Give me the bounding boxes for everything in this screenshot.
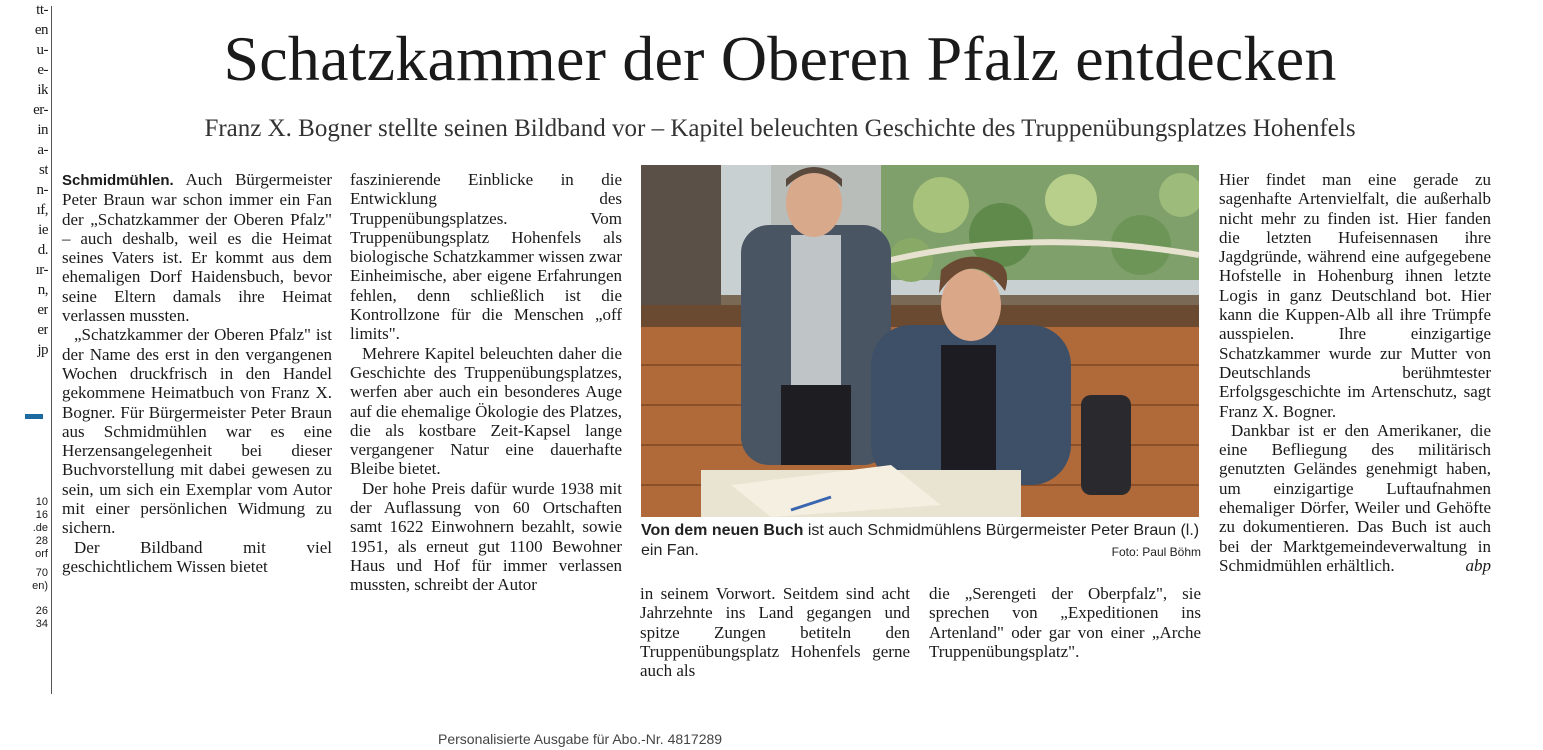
- paragraph: Der Bildband mit viel geschichtlichem Wissen bietet: [62, 537, 332, 576]
- article-column-4: [929, 584, 1201, 661]
- fragment-line: ıf,: [36, 202, 48, 218]
- fragment-number: en): [32, 580, 48, 592]
- fragment-line: ie: [38, 222, 48, 238]
- paragraph: Dankbar ist er den Amerikaner, die eine Befliegung des militärisch genutzten Geländes genehmigt haben, um einzigartige Luftaufnahmen ehemaliger Dörfer, Weiler und Gehöfte zu dokumentieren. Das Buch ist auch bei der Marktgemeindeverwaltung in Schmidmühlen erhältlich. abp: [1219, 420, 1491, 575]
- fragment-number: 28: [35, 535, 48, 547]
- fragment-line: jp: [37, 342, 48, 358]
- fragment-number: 70: [35, 567, 48, 579]
- fragment-line: ır-: [35, 262, 48, 278]
- fragment-number: 34: [35, 618, 48, 630]
- fragment-number: 10: [35, 496, 48, 508]
- dateline: Schmidmühlen.: [62, 172, 174, 189]
- article-column-5: [1219, 170, 1491, 575]
- fragment-line: st: [38, 162, 48, 178]
- caption-lead: Von dem neuen Buch: [641, 522, 804, 539]
- fragment-line: er: [37, 302, 48, 318]
- column-divider: [51, 6, 52, 694]
- paragraph: Schmidmühlen. Auch Bürgermeister Peter Braun war schon immer ein Fan der „Schatzkammer der Oberen Pfalz" – auch deshalb, weil es die Heimat seines Vaters ist. Er kommt aus dem ehemaligen Dorf Haidensbuch, bevor seine Eltern damals ihre Heimat verlassen mussten.: [62, 170, 333, 326]
- author-signature: abp: [1465, 555, 1491, 575]
- fragment-number: orf: [35, 548, 48, 560]
- fragment-line: en: [34, 22, 48, 38]
- subheadline: Franz X. Bogner stellte seinen Bildband vor – Kapitel beleuchten Geschichte des Truppenübungsplatzes Hohenfels: [204, 115, 1356, 142]
- fragment-line: ik: [37, 82, 48, 98]
- fragment-line: a-: [37, 142, 48, 158]
- fragment-line: in: [37, 122, 48, 138]
- fragment-line: d.: [37, 242, 48, 258]
- paragraph: faszinierende Einblicke in die Entwicklung des Truppenübungsplatzes. Vom Truppenübungsplatz Hohenfels als biologische Schatzkammer wissen zwar Einheimische, aber eigene Erfahrungen fehlen, denn schließlich ist die Kontrollzone für die Menschen „off limits".: [350, 170, 622, 344]
- headline: Schatzkammer der Oberen Pfalz entdecken: [223, 23, 1337, 94]
- fragment-line: n-: [36, 182, 48, 198]
- article-column-2: [350, 170, 622, 595]
- article-photo: [641, 165, 1199, 517]
- fragment-number: .de: [32, 522, 48, 534]
- paragraph: in seinem Vorwort. Seitdem sind acht Jahrzehnte ins Land gegangen und spitze Zungen betiteln den Truppenübungsplatz Hohenfels gerne auch als: [640, 584, 910, 681]
- photo-caption: [641, 521, 1201, 561]
- fragment-line: er-: [33, 102, 48, 118]
- fragment-line: n,: [37, 282, 48, 298]
- personalized-edition-footer: Personalisierte Ausgabe für Abo.-Nr. 4817289: [438, 731, 723, 747]
- fragment-line: e-: [37, 62, 48, 78]
- article-column-3: [640, 584, 910, 680]
- fragment-line: er: [37, 322, 48, 338]
- fragment-number: 26: [35, 605, 48, 617]
- article-column-1: [62, 170, 332, 576]
- paragraph: Hier findet man eine gerade zu sagenhafte Artenvielfalt, die außerhalb nicht mehr zu finden ist. Hier fanden die letzten Hufeisennasen ihre Jagdgründe, während eine aufgegebene Hofstelle in Hohenburg ihnen letzte Logis in ganz Deutschland bot. Hier kann die Kuppen-Alb all ihre Trümpfe ausspielen. Ihre einzigartige Schatzkammer wurde zur Mutter von Deutschlands berühmtester Erfolgsgeschichte im Artenschutz, sagt Franz X. Bogner.: [1219, 170, 1491, 421]
- paragraph: „Schatzkammer der Oberen Pfalz" ist der Name des erst in den vergangenen Wochen druckfrisch in den Handel gekommene Heimatbuch von Franz X. Bogner. Für Bürgermeister Peter Braun aus Schmidmühlen war es eine Herzensangelegenheit bei dieser Buchvorstellung mit dabei gewesen zu sein, um sich ein Exemplar vom Autor mit einer persönlichen Widmung zu sichern.: [62, 325, 332, 538]
- blue-marker: [25, 414, 43, 419]
- adjacent-listing-fragment: [22, 496, 48, 631]
- fragment-line: tt-: [36, 2, 48, 18]
- paragraph: die „Serengeti der Oberpfalz", sie sprechen von „Expeditionen ins Artenland" oder gar von einer „Arche Truppenübungsplatz".: [929, 584, 1201, 661]
- photo-credit: Foto: Paul Böhm: [1111, 545, 1201, 559]
- fragment-number: 16: [35, 509, 48, 521]
- fragment-line: u-: [36, 42, 48, 58]
- paragraph: Mehrere Kapitel beleuchten daher die Geschichte des Truppenübungsplatzes, werfen aber auch ein besonderes Auge auf die ehemalige Ökologie des Platzes, die als kostbare Zeit-Kapsel lange vergangener Natur eine dauerhafte Bleibe bietet.: [350, 343, 622, 479]
- caption-text: ist auch Schmidmühlens Bürgermeister Peter Braun (l.) ein Fan.: [641, 522, 1200, 559]
- paragraph: Der hohe Preis dafür wurde 1938 mit der Auflassung von 60 Ortschaften samt 1622 Einwohnern bezahlt, sowie 1951, als erneut gut 1100 Bewohner Haus und Hof für immer verlassen mussten, schreibt der Autor: [350, 478, 622, 595]
